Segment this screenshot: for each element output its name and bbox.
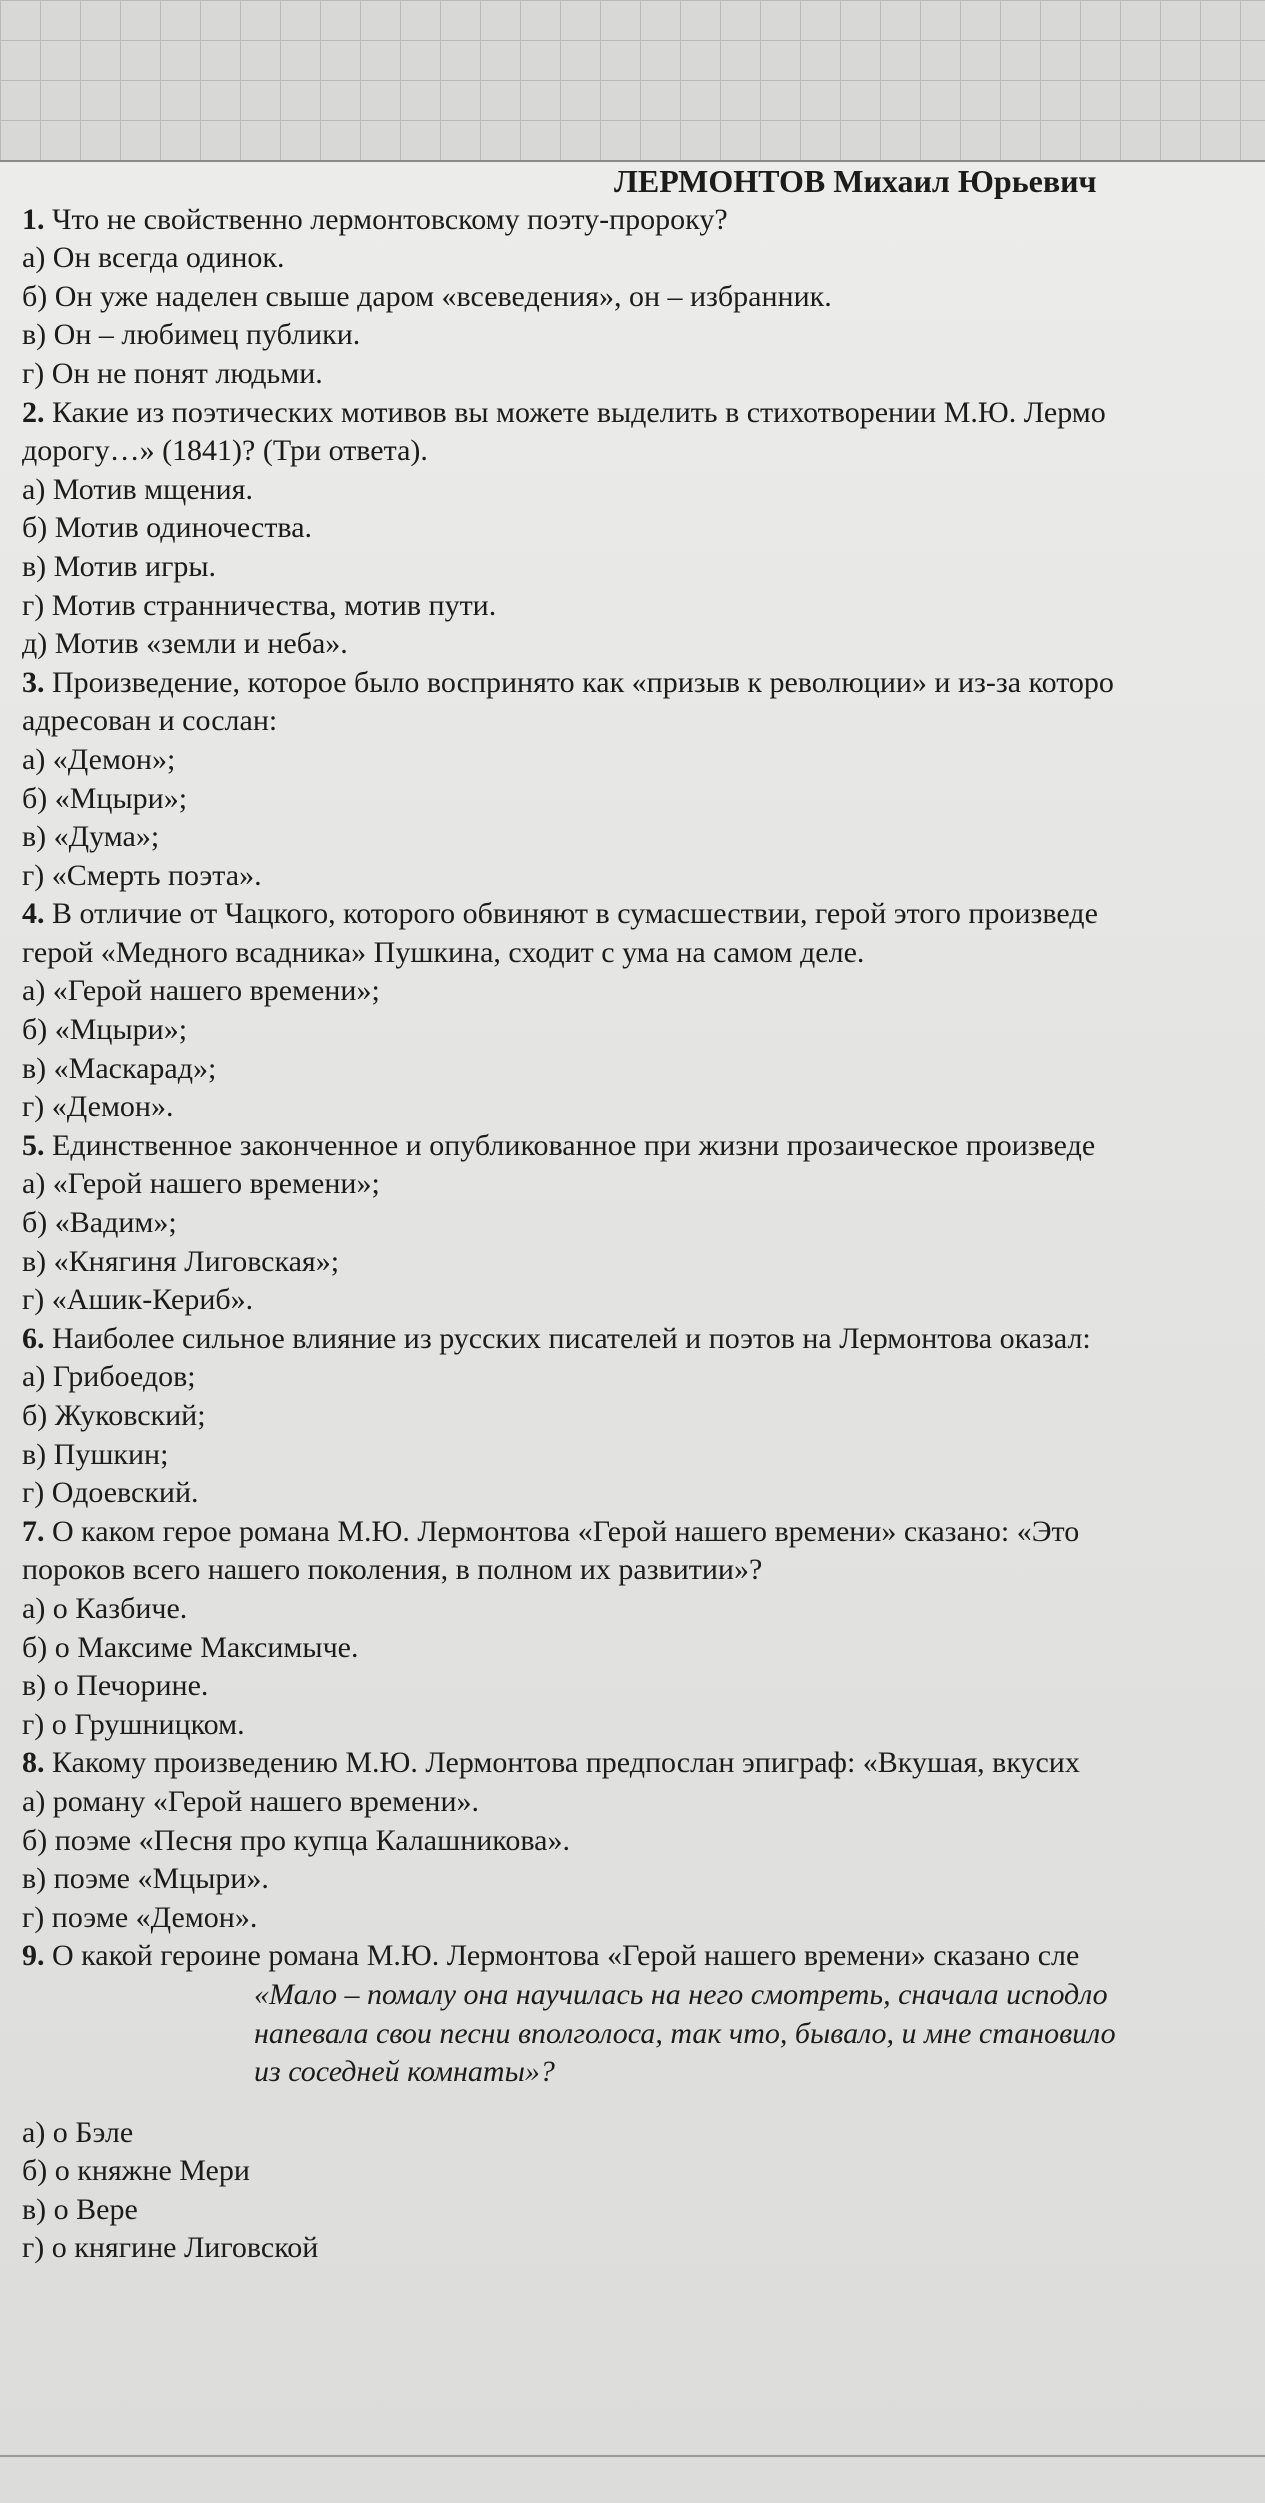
answer-option: в) «Маскарад»; [22,1051,217,1085]
answer-option: в) Мотив игры. [22,549,217,583]
answer-option: в) «Княгиня Лиговская»; [22,1244,340,1278]
question-quote-line: напевала свои песни вполголоса, так что, бывало, и мне становило [254,2016,1116,2050]
answer-option: а) Грибоедов; [22,1360,196,1394]
question-8-text [22,1744,1265,1783]
bottom-divider [0,2455,1265,2457]
question-quote-line: из соседней комнаты»? [254,2055,555,2089]
question-3-text [22,702,1265,741]
question-1-text [22,201,1265,240]
question-text-line: Наиболее сильное влияние из русских писателей и поэтов на Лермонтова оказал: [52,1321,1091,1355]
question-2-text [22,432,1265,471]
answer-option: б) о княжне Мери [22,2154,250,2188]
answer-option: г) «Смерть поэта». [22,858,262,892]
graph-paper-background [0,0,1265,165]
answer-option: в) «Дума»; [22,820,160,854]
question-text-line: Единственное законченное и опубликованное при жизни прозаическое произведе [52,1128,1096,1162]
question-9-text [22,1937,1265,1976]
question-text-line: О какой героине романа М.Ю. Лермонтова «Герой нашего времени» сказано сле [52,1939,1080,1973]
answer-option: а) Мотив мщения. [22,472,253,506]
answer-option: г) о Грушницком. [22,1707,245,1741]
question-text-line: адресован и сослан: [22,704,278,738]
answer-option: д) Мотив «земли и неба». [22,627,348,661]
answer-option: б) «Вадим»; [22,1206,177,1240]
answer-option: г) «Демон». [22,1090,174,1124]
question-number: 7. [22,1514,45,1548]
question-6-text [22,1320,1265,1359]
answer-option: г) поэме «Демон». [22,1900,258,1934]
answer-option: а) «Герой нашего времени»; [22,1167,380,1201]
answer-option: а) о Бэле [22,2115,134,2149]
spacer [22,2092,1265,2114]
question-text-line: В отличие от Чацкого, которого обвиняют в сумасшествии, герой этого произведе [52,897,1098,931]
question-5-text [22,1127,1265,1166]
answer-option: в) поэме «Мцыри». [22,1862,269,1896]
answer-option: б) Он уже наделен свыше даром «всеведения», он – избранник. [22,279,832,313]
answer-option: а) о Казбиче. [22,1591,188,1625]
question-number: 8. [22,1746,45,1780]
answer-option: в) Он – любимец публики. [22,318,361,352]
answer-option: б) о Максиме Максимыче. [22,1630,359,1664]
question-7-text [22,1551,1265,1590]
answer-option: а) Он всегда одинок. [22,241,285,275]
question-quote-line: «Мало – помалу она научилась на него смотреть, сначала исподло [254,1977,1108,2011]
answer-option: г) Он не понят людьми. [22,356,323,390]
answer-option: г) о княгине Лиговской [22,2231,319,2265]
question-number: 3. [22,665,45,699]
answer-option: г) Мотив странничества, мотив пути. [22,588,497,622]
answer-option: б) поэме «Песня про купца Калашникова». [22,1823,570,1857]
question-3-text [22,664,1265,703]
question-4-text [22,934,1265,973]
question-text-line: Что не свойственно лермонтовскому поэту-пророку? [52,202,728,236]
answer-option: б) Жуковский; [22,1399,206,1432]
question-text-line: О каком герое романа М.Ю. Лермонтова «Герой нашего времени» сказано: «Это [52,1514,1080,1548]
answer-option: а) «Демон»; [22,742,176,776]
question-number: 5. [22,1128,45,1162]
question-number: 1. [22,202,45,236]
answer-option: б) Мотив одиночества. [22,511,313,545]
answer-option: а) «Герой нашего времени»; [22,974,380,1008]
answer-option: в) о Печорине. [22,1669,209,1703]
question-text-line: Произведение, которое было воспринято как «призыв к революции» и из-за которо [52,665,1114,699]
page-title: ЛЕРМОНТОВ Михаил Юрьевич [614,163,1097,199]
question-text-line: пороков всего нашего поколения, в полном их развитии»? [22,1553,763,1587]
answer-option: в) Пушкин; [22,1437,169,1471]
question-4-text [22,895,1265,934]
answer-option: б) «Мцыри»; [22,781,188,815]
question-number: 4. [22,897,45,931]
question-text-line: дорогу…» (1841)? (Три ответа). [22,434,428,468]
question-7-text [22,1513,1265,1552]
question-number: 6. [22,1321,45,1355]
question-text-line: Какие из поэтических мотивов вы можете выделить в стихотворении М.Ю. Лермо [52,395,1106,429]
answer-option: г) Одоевский. [22,1476,199,1510]
question-number: 2. [22,395,45,429]
question-2-text [22,394,1265,433]
answer-option: а) роману «Герой нашего времени». [22,1784,480,1818]
answer-option: г) «Ашик-Кериб». [22,1283,254,1317]
answer-option: б) «Мцыри»; [22,1013,188,1047]
question-text-line: Какому произведению М.Ю. Лермонтова предпослан эпиграф: «Вкушая, вкусих [52,1746,1080,1780]
question-number: 9. [22,1939,45,1973]
test-content [22,162,1265,2268]
answer-option: в) о Вере [22,2192,138,2226]
question-text-line: герой «Медного всадника» Пушкина, сходит с ума на самом деле. [22,935,865,969]
